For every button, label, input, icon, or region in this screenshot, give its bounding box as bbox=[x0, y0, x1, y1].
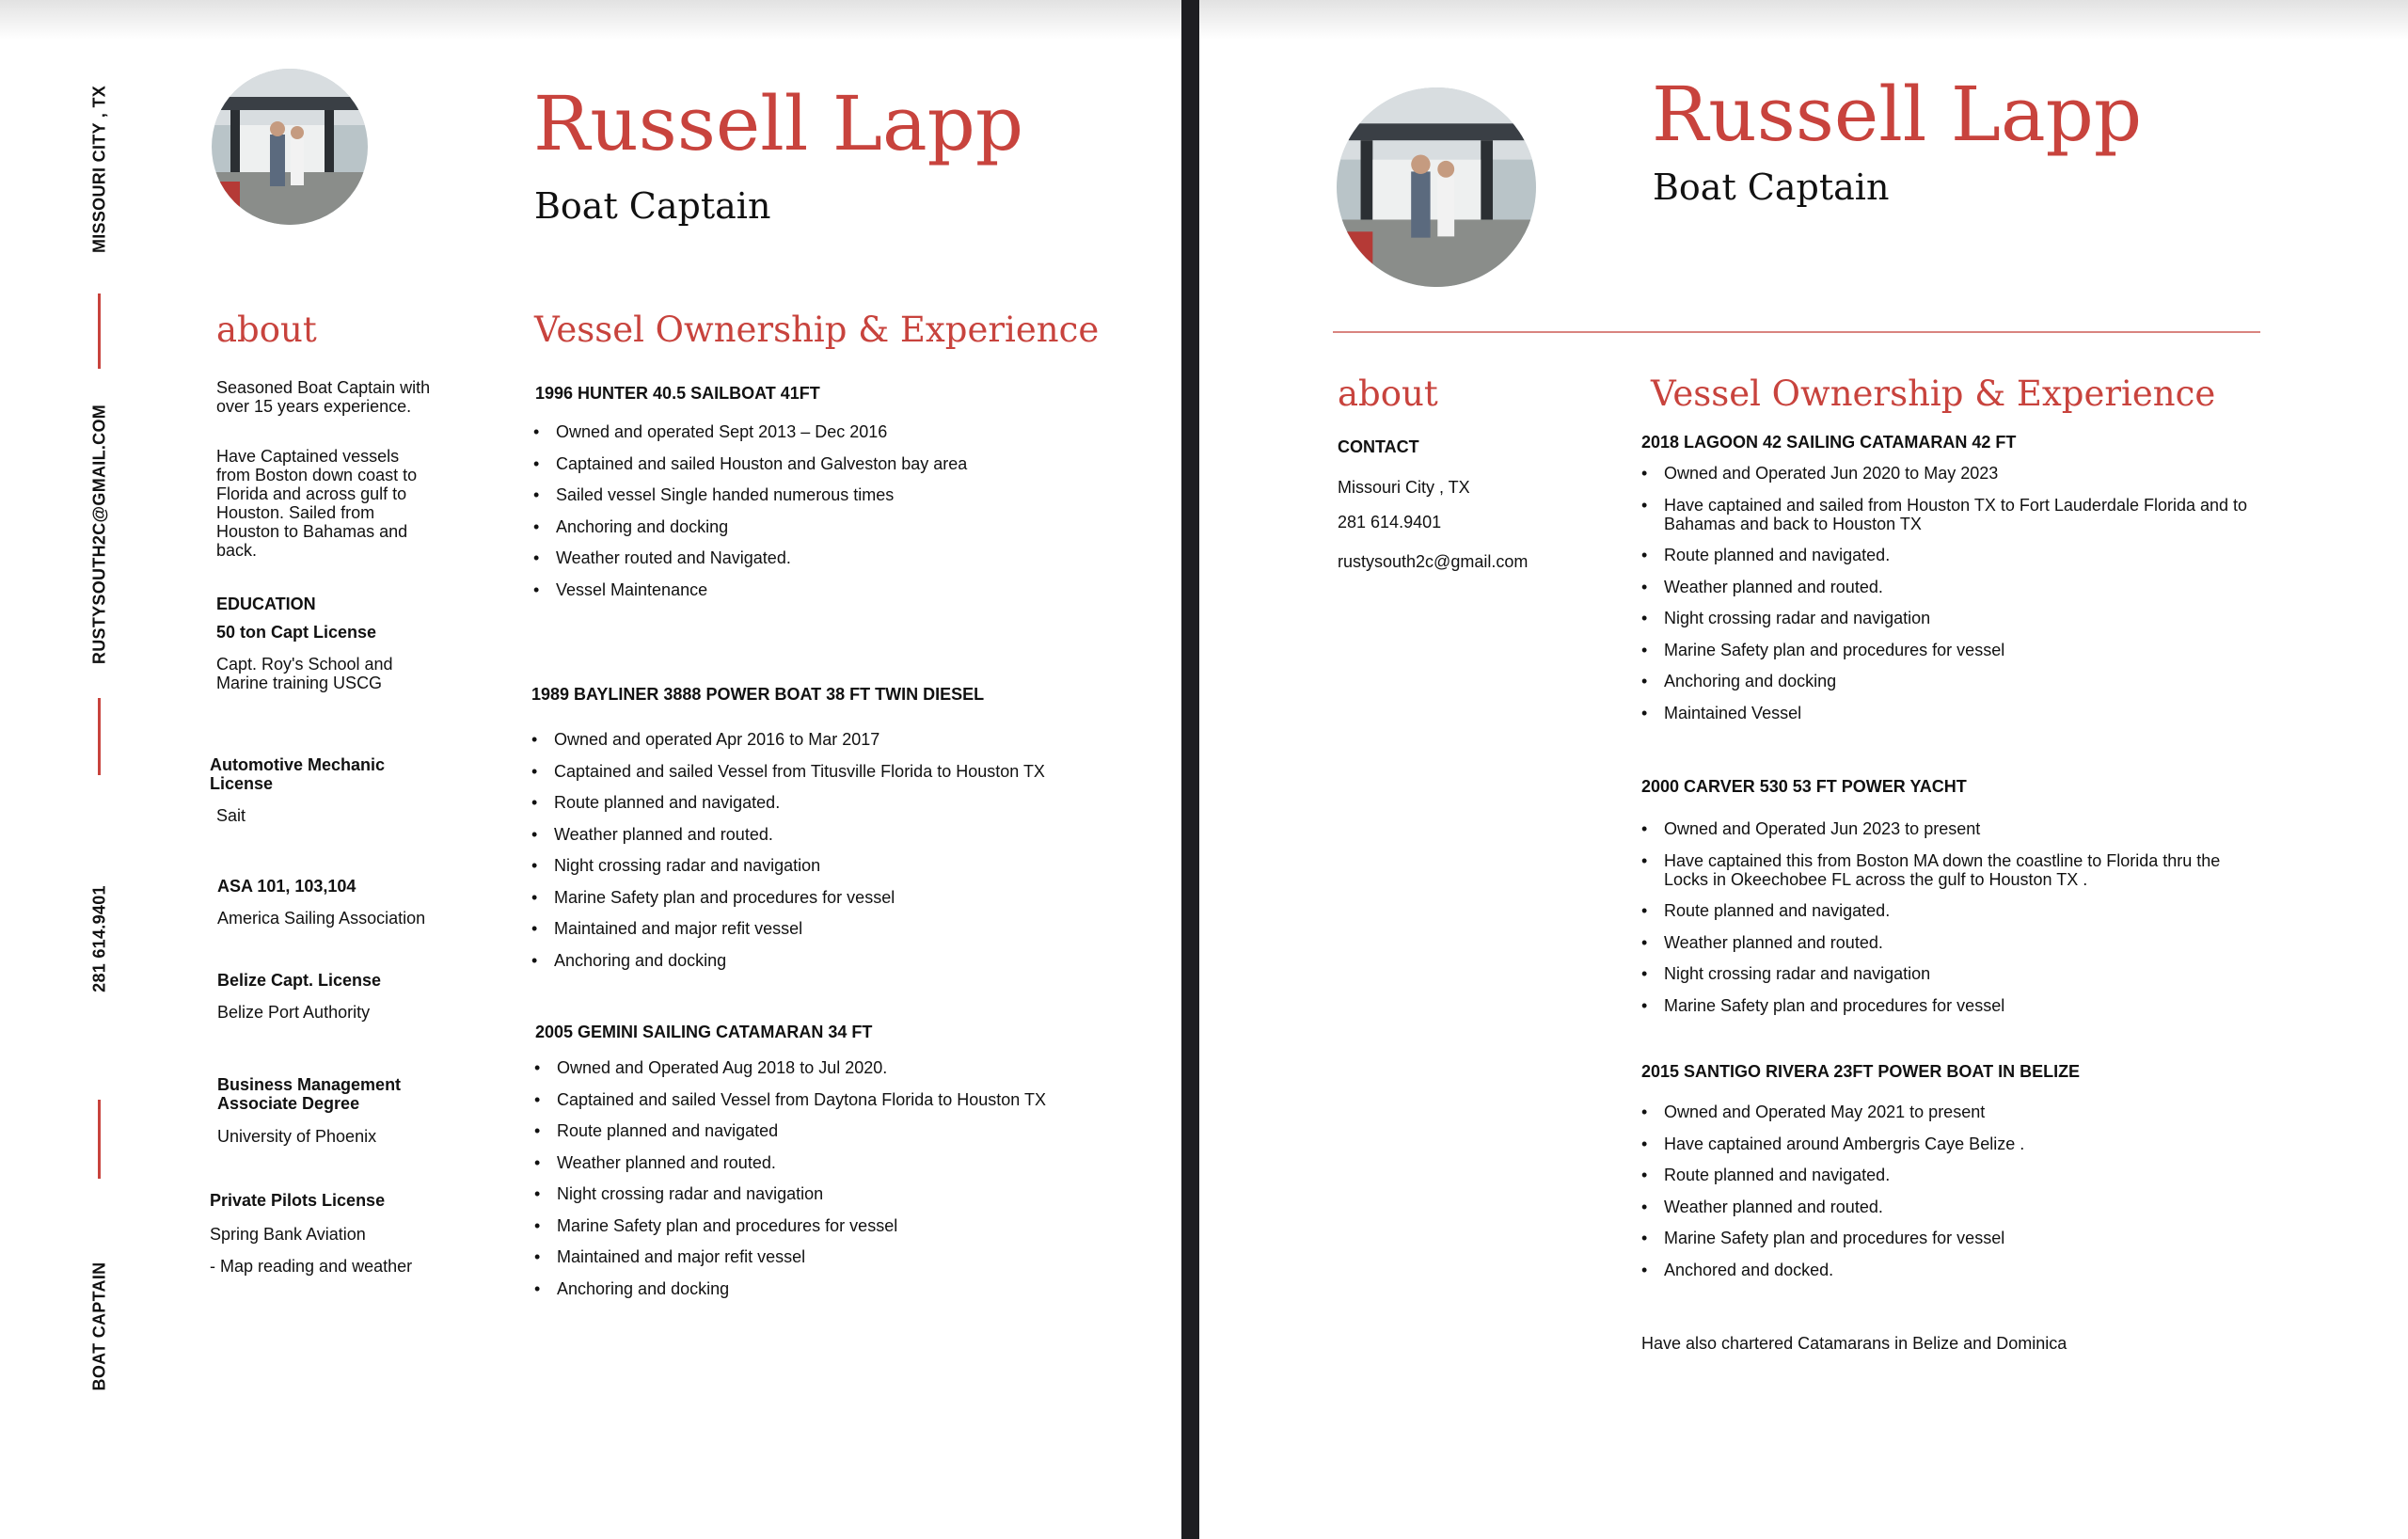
list-item: • Maintained Vessel bbox=[1641, 704, 2262, 722]
credential-title: Private Pilots License bbox=[210, 1191, 386, 1210]
boat-photo-icon bbox=[1337, 87, 1536, 287]
side-divider bbox=[98, 1100, 101, 1179]
vessel-title: 2005 GEMINI SAILING CATAMARAN 34 FT bbox=[535, 1023, 873, 1041]
credential-title: Automotive Mechanic License bbox=[210, 755, 386, 793]
candidate-name: Russell Lapp bbox=[1652, 71, 2143, 158]
list-item: • Night crossing radar and navigation bbox=[534, 1184, 1155, 1203]
vessel-duties-list bbox=[533, 422, 1135, 611]
list-item: • Owned and Operated Aug 2018 to Jul 2020. bbox=[534, 1058, 1155, 1077]
list-item: • Sailed vessel Single handed numerous times bbox=[533, 485, 1135, 504]
list-item: • Vessel Maintenance bbox=[533, 580, 1135, 599]
list-item: • Anchoring and docking bbox=[531, 951, 1152, 970]
about-text-2: Have Captained vessels from Boston down coast to Florida and across gulf to Houston. Sailed from Houston to Bahamas and back. bbox=[216, 447, 418, 560]
list-item: • Owned and operated Apr 2016 to Mar 2017 bbox=[531, 730, 1152, 749]
vessel-title: 2000 CARVER 530 53 FT POWER YACHT bbox=[1641, 777, 1967, 796]
list-item: • Anchoring and docking bbox=[533, 517, 1135, 536]
side-divider bbox=[98, 698, 101, 775]
list-item: • Marine Safety plan and procedures for vessel bbox=[1641, 1229, 2262, 1247]
candidate-name: Russell Lapp bbox=[533, 80, 1024, 167]
resume-page-2 bbox=[1199, 0, 2408, 1539]
list-item: • Captained and sailed Vessel from Daytona Florida to Houston TX bbox=[534, 1090, 1155, 1109]
list-item: • Weather planned and routed. bbox=[1641, 933, 2262, 952]
list-item: • Owned and operated Sept 2013 – Dec 2016 bbox=[533, 422, 1135, 441]
side-divider bbox=[98, 294, 101, 369]
resume-page-1 bbox=[0, 0, 1181, 1539]
list-item: • Owned and Operated Jun 2023 to present bbox=[1641, 819, 2262, 838]
about-heading: about bbox=[216, 309, 317, 350]
vessel-duties-list bbox=[1641, 1103, 2262, 1292]
vessel-duties-list bbox=[1641, 464, 2262, 735]
list-item: • Night crossing radar and navigation bbox=[1641, 609, 2262, 627]
credential-title: 50 ton Capt License bbox=[216, 623, 377, 642]
vessel-title: 2015 SANTIGO RIVERA 23FT POWER BOAT IN BELIZE bbox=[1641, 1062, 2081, 1081]
contact-email: rustysouth2c@gmail.com bbox=[1338, 552, 1529, 571]
credential-title: ASA 101, 103,104 bbox=[217, 877, 356, 896]
list-item: • Weather routed and Navigated. bbox=[533, 548, 1135, 567]
credential-title: Belize Capt. License bbox=[217, 971, 382, 990]
list-item: • Night crossing radar and navigation bbox=[531, 856, 1152, 875]
contact-heading: CONTACT bbox=[1338, 437, 1419, 456]
list-item: • Maintained and major refit vessel bbox=[531, 919, 1152, 938]
side-location: MISSOURI CITY , TX bbox=[89, 85, 109, 254]
profile-photo bbox=[1337, 87, 1536, 287]
list-item: • Route planned and navigated bbox=[534, 1121, 1155, 1140]
credential-detail: America Sailing Association bbox=[217, 909, 426, 928]
header-divider bbox=[1333, 331, 2260, 333]
experience-heading: Vessel Ownership & Experience bbox=[1651, 373, 2216, 414]
list-item: • Marine Safety plan and procedures for vessel bbox=[1641, 996, 2262, 1015]
list-item: • Weather planned and routed. bbox=[534, 1153, 1155, 1172]
list-item: • Route planned and navigated. bbox=[1641, 901, 2262, 920]
side-phone: 281 614.9401 bbox=[89, 885, 109, 992]
vessel-duties-list bbox=[1641, 819, 2262, 1027]
credential-detail: Sait bbox=[216, 806, 246, 825]
contact-phone: 281 614.9401 bbox=[1338, 513, 1442, 532]
list-item: • Owned and Operated May 2021 to present bbox=[1641, 1103, 2262, 1121]
education-heading: EDUCATION bbox=[216, 595, 316, 613]
list-item: • Maintained and major refit vessel bbox=[534, 1247, 1155, 1266]
vessel-duties-list bbox=[531, 730, 1152, 982]
candidate-role: Boat Captain bbox=[534, 185, 771, 227]
list-item: • Have captained around Ambergris Caye Belize . bbox=[1641, 1134, 2262, 1153]
page-shadow bbox=[0, 0, 1181, 40]
credential-title: Business Management Associate Degree bbox=[217, 1075, 402, 1113]
list-item: • Captained and sailed Houston and Galveston bay area bbox=[533, 454, 1135, 473]
vessel-title: 1996 HUNTER 40.5 SAILBOAT 41FT bbox=[535, 384, 820, 403]
list-item: • Weather planned and routed. bbox=[1641, 1198, 2262, 1216]
list-item: • Route planned and navigated. bbox=[1641, 546, 2262, 564]
experience-heading: Vessel Ownership & Experience bbox=[534, 309, 1100, 350]
list-item: • Weather planned and routed. bbox=[531, 825, 1152, 844]
candidate-role: Boat Captain bbox=[1653, 167, 1890, 208]
list-item: • Marine Safety plan and procedures for vessel bbox=[1641, 641, 2262, 659]
vessel-title: 1989 BAYLINER 3888 POWER BOAT 38 FT TWIN DIESEL bbox=[531, 685, 985, 704]
boat-photo-icon bbox=[212, 69, 368, 225]
about-heading: about bbox=[1338, 373, 1438, 414]
credential-detail: Belize Port Authority bbox=[217, 1003, 371, 1022]
list-item: • Have captained this from Boston MA down the coastline to Florida thru the Locks in Okeechobee FL across the gulf to Houston TX . bbox=[1641, 851, 2262, 889]
list-item: • Marine Safety plan and procedures for vessel bbox=[534, 1216, 1155, 1235]
page-shadow bbox=[1199, 0, 2408, 40]
list-item: • Captained and sailed Vessel from Titusville Florida to Houston TX bbox=[531, 762, 1152, 781]
about-text-1: Seasoned Boat Captain with over 15 years experience. bbox=[216, 378, 431, 416]
closing-note: Have also chartered Catamarans in Belize and Dominica bbox=[1641, 1334, 2067, 1353]
vessel-title: 2018 LAGOON 42 SAILING CATAMARAN 42 FT bbox=[1641, 433, 2017, 452]
credential-detail: Spring Bank Aviation bbox=[210, 1225, 366, 1244]
vessel-duties-list bbox=[534, 1058, 1155, 1310]
side-email: RUSTYSOUTH2C@GMAIL.COM bbox=[89, 404, 109, 665]
contact-city: Missouri City , TX bbox=[1338, 478, 1470, 497]
list-item: • Weather planned and routed. bbox=[1641, 578, 2262, 596]
list-item: • Anchoring and docking bbox=[1641, 672, 2262, 690]
list-item: • Marine Safety plan and procedures for vessel bbox=[531, 888, 1152, 907]
list-item: • Anchored and docked. bbox=[1641, 1261, 2262, 1279]
list-item: • Route planned and navigated. bbox=[531, 793, 1152, 812]
credential-detail: Capt. Roy's School and Marine training USCG bbox=[216, 655, 393, 692]
list-item: • Owned and Operated Jun 2020 to May 2023 bbox=[1641, 464, 2262, 483]
side-title: BOAT CAPTAIN bbox=[89, 1261, 109, 1391]
list-item: • Anchoring and docking bbox=[534, 1279, 1155, 1298]
list-item: • Night crossing radar and navigation bbox=[1641, 964, 2262, 983]
list-item: • Route planned and navigated. bbox=[1641, 1166, 2262, 1184]
credential-detail: University of Phoenix bbox=[217, 1127, 377, 1146]
credential-detail: - Map reading and weather bbox=[210, 1257, 413, 1276]
list-item: • Have captained and sailed from Houston TX to Fort Lauderdale Florida and to Bahamas and back to Houston TX bbox=[1641, 496, 2262, 533]
profile-photo bbox=[212, 69, 368, 225]
